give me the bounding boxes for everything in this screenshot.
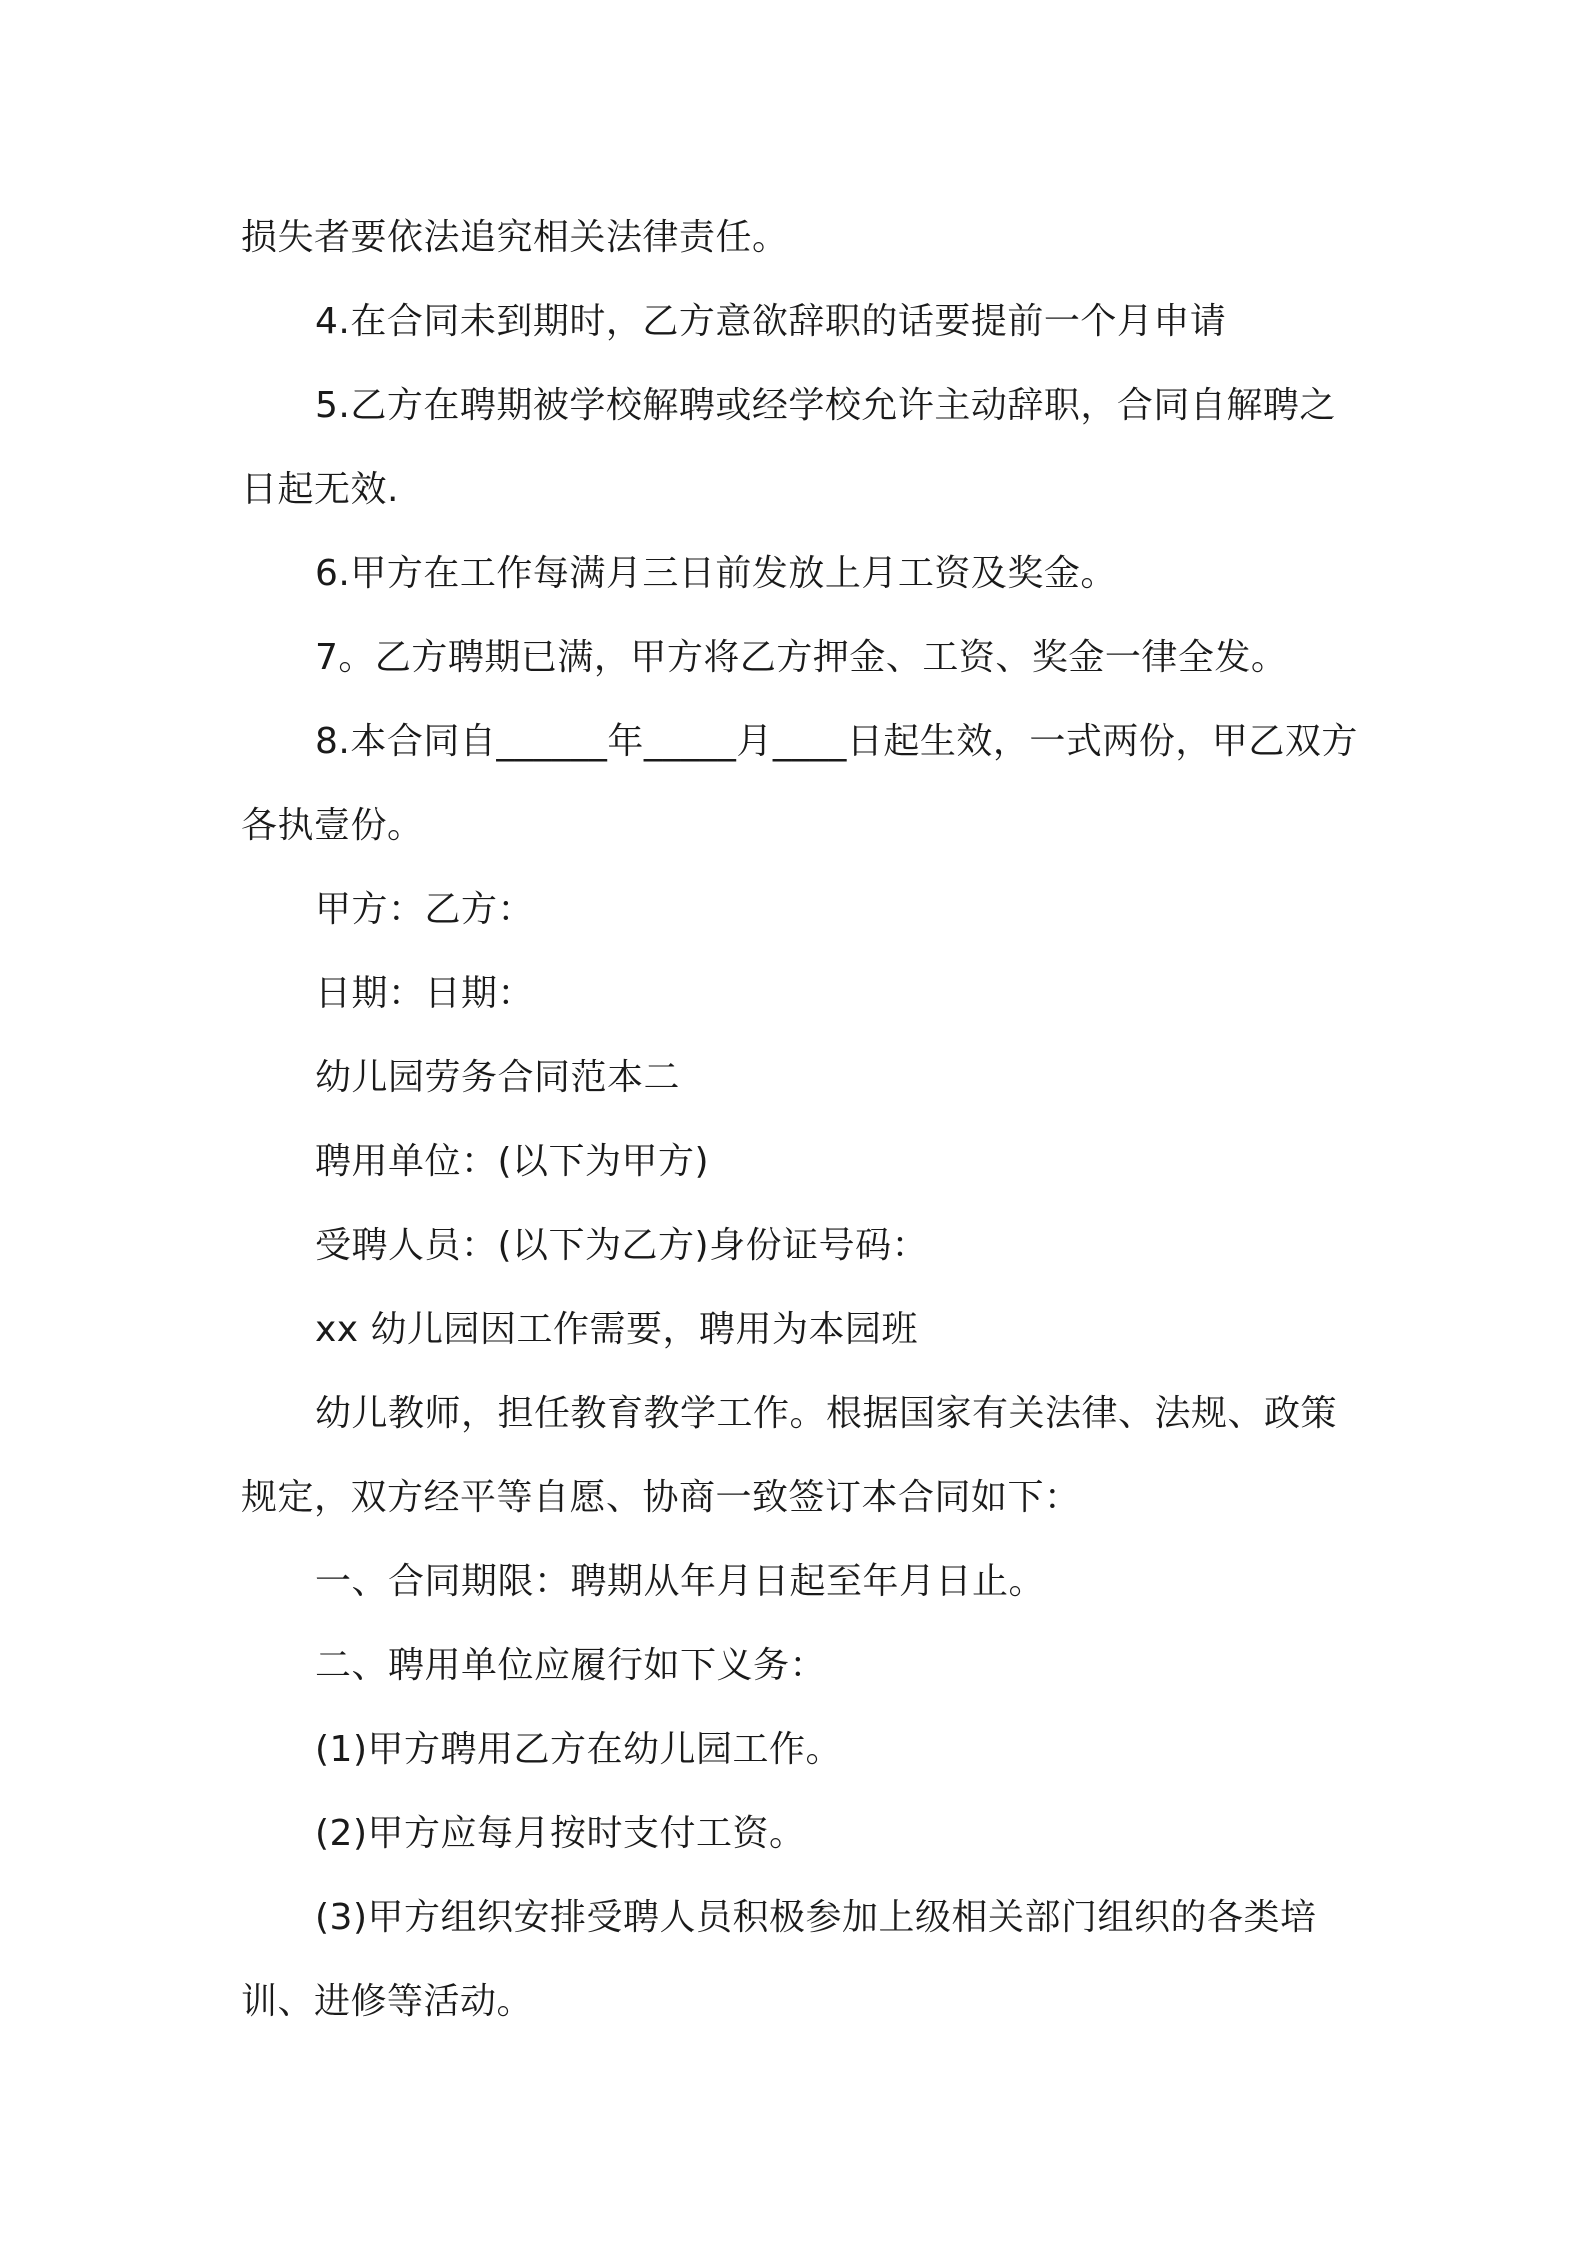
article-2-employer-duties: 二、聘用单位应履行如下义务： (315, 1645, 827, 1686)
paragraph-liability: 损失者要依法追究相关法律责任。 (241, 217, 789, 258)
signature-parties-line: 甲方：乙方： (315, 889, 535, 930)
employee-line: 受聘人员：(以下为乙方)身份证号码： (315, 1225, 929, 1266)
section-title-template-two: 幼儿园劳务合同范本二 (315, 1057, 681, 1098)
clause-8-effective-date: 8.本合同自______年_____月____日起生效，一式两份，甲乙双方各执壹份。 (241, 721, 1358, 846)
article-1-contract-term: 一、合同期限：聘期从年月日起至年月日止。 (315, 1561, 1046, 1602)
teaching-duty-statement: 幼儿教师，担任教育教学工作。根据国家有关法律、法规、政策规定，双方经平等自愿、协商一致签订本合同如下： (241, 1393, 1338, 1518)
clause-7-term-expiry: 7。乙方聘期已满，甲方将乙方押金、工资、奖金一律全发。 (315, 637, 1288, 678)
duty-2-monthly-pay: (2)甲方应每月按时支付工资。 (315, 1813, 806, 1854)
signature-dates-line: 日期：日期： (315, 973, 535, 1014)
document-body (241, 196, 1361, 2044)
duty-3-training: (3)甲方组织安排受聘人员积极参加上级相关部门组织的各类培训、进修等活动。 (241, 1897, 1317, 2022)
clause-6-salary-payment: 6.甲方在工作每满月三日前发放上月工资及奖金。 (315, 553, 1117, 594)
clause-4-resignation-notice: 4.在合同未到期时，乙方意欲辞职的话要提前一个月申请 (315, 301, 1227, 342)
clause-5-contract-invalid: 5.乙方在聘期被学校解聘或经学校允许主动辞职，合同自解聘之日起无效. (241, 385, 1336, 510)
duty-1-employment: (1)甲方聘用乙方在幼儿园工作。 (315, 1729, 842, 1770)
hiring-statement: xx 幼儿园因工作需要，聘用为本园班 (315, 1309, 919, 1350)
employer-line: 聘用单位：(以下为甲方) (315, 1141, 710, 1182)
